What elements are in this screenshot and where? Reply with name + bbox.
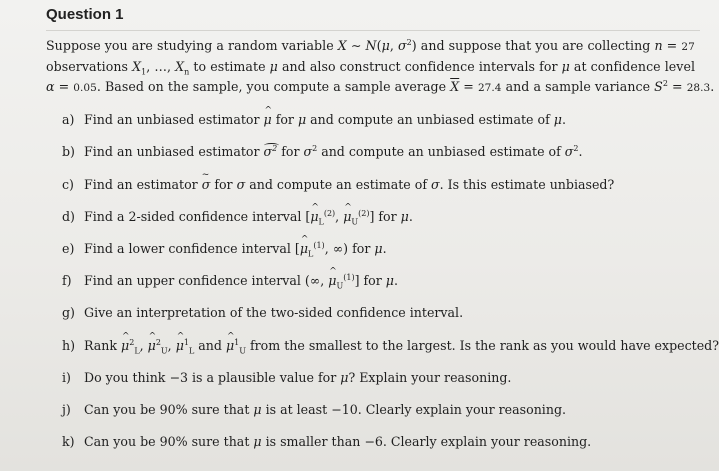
question-title: Question 1 xyxy=(46,6,124,23)
question-intro xyxy=(46,36,715,98)
part-d: d) Find a 2-sided confidence interval [^ $\mu_L^{(2)}$, ^ $\mu_U^{(2)}$] for μ. xyxy=(62,209,413,225)
param-n: 27 xyxy=(681,41,695,53)
part-label: a) xyxy=(62,112,75,127)
part-g xyxy=(62,305,463,321)
intro-line-2: observations $X_1$, …, $X_n$ to estimate μ and also construct confidence intervals for μ at confidence level xyxy=(46,59,696,77)
part-label: h) xyxy=(62,338,76,353)
part-label: k) xyxy=(62,434,75,449)
param-alpha: 0.05 xyxy=(73,82,97,94)
intro-line-1: Suppose you are studying a random variable X ∼ N(μ, $\sigma^2$) and suppose that you are collecting n = 27 xyxy=(46,37,695,53)
part-h: h) Rank ^ $\mu^2_L$, ^ $\mu^2_U$, ^ $\mu^1_L$ and ^ $\mu^1_U$ from the smallest to the largest. Is the rank as you would have expected? xyxy=(62,338,719,354)
part-e: e) Find a lower confidence interval [^ $\mu_L^{(1)}$, ∞) for μ. xyxy=(62,241,387,257)
part-g-text: Give an interpretation of the two-sided confidence interval. xyxy=(84,305,464,320)
part-i: i) Do you think −3 is a plausible value for μ? Explain your reasoning. xyxy=(62,370,512,385)
part-label: f) xyxy=(62,273,72,288)
part-k: k) Can you be 90% sure that μ is smaller than −6. Clearly explain your reasoning. xyxy=(62,434,592,449)
part-f: f) Find an upper confidence interval (∞, ^ $\mu_U^{(1)}$] for μ. xyxy=(62,273,398,289)
part-j: j) Can you be 90% sure that μ is at least −10. Clearly explain your reasoning. xyxy=(62,402,567,417)
part-label: d) xyxy=(62,209,75,224)
param-sample-variance: 28.3 xyxy=(686,82,711,94)
part-label: c) xyxy=(62,177,74,192)
part-a: a) Find an unbiased estimator ^ μ for μ and compute an unbiased estimate of μ. xyxy=(62,112,566,128)
intro-line-3: α = 0.05. Based on the sample, you compute a sample average $\overline{X} = 27.4$ and a sample variance $S^2 = 28.3$. xyxy=(46,78,715,94)
part-b: b) Find an unbiased estimator $\sigma^2$ for $\sigma^2$ and compute an unbiased estimate of $\sigma^2$. xyxy=(62,143,583,159)
part-label: i) xyxy=(62,370,71,385)
part-label: j) xyxy=(62,402,71,417)
part-c: c) Find an estimator ~ σ for σ and compute an estimate of σ. Is this estimate unbiased? xyxy=(62,177,614,193)
part-label: g) xyxy=(62,305,75,320)
param-sample-average: 27.4 xyxy=(477,82,502,94)
part-label: b) xyxy=(62,144,75,159)
title-divider xyxy=(46,30,700,31)
part-label: e) xyxy=(62,241,75,256)
